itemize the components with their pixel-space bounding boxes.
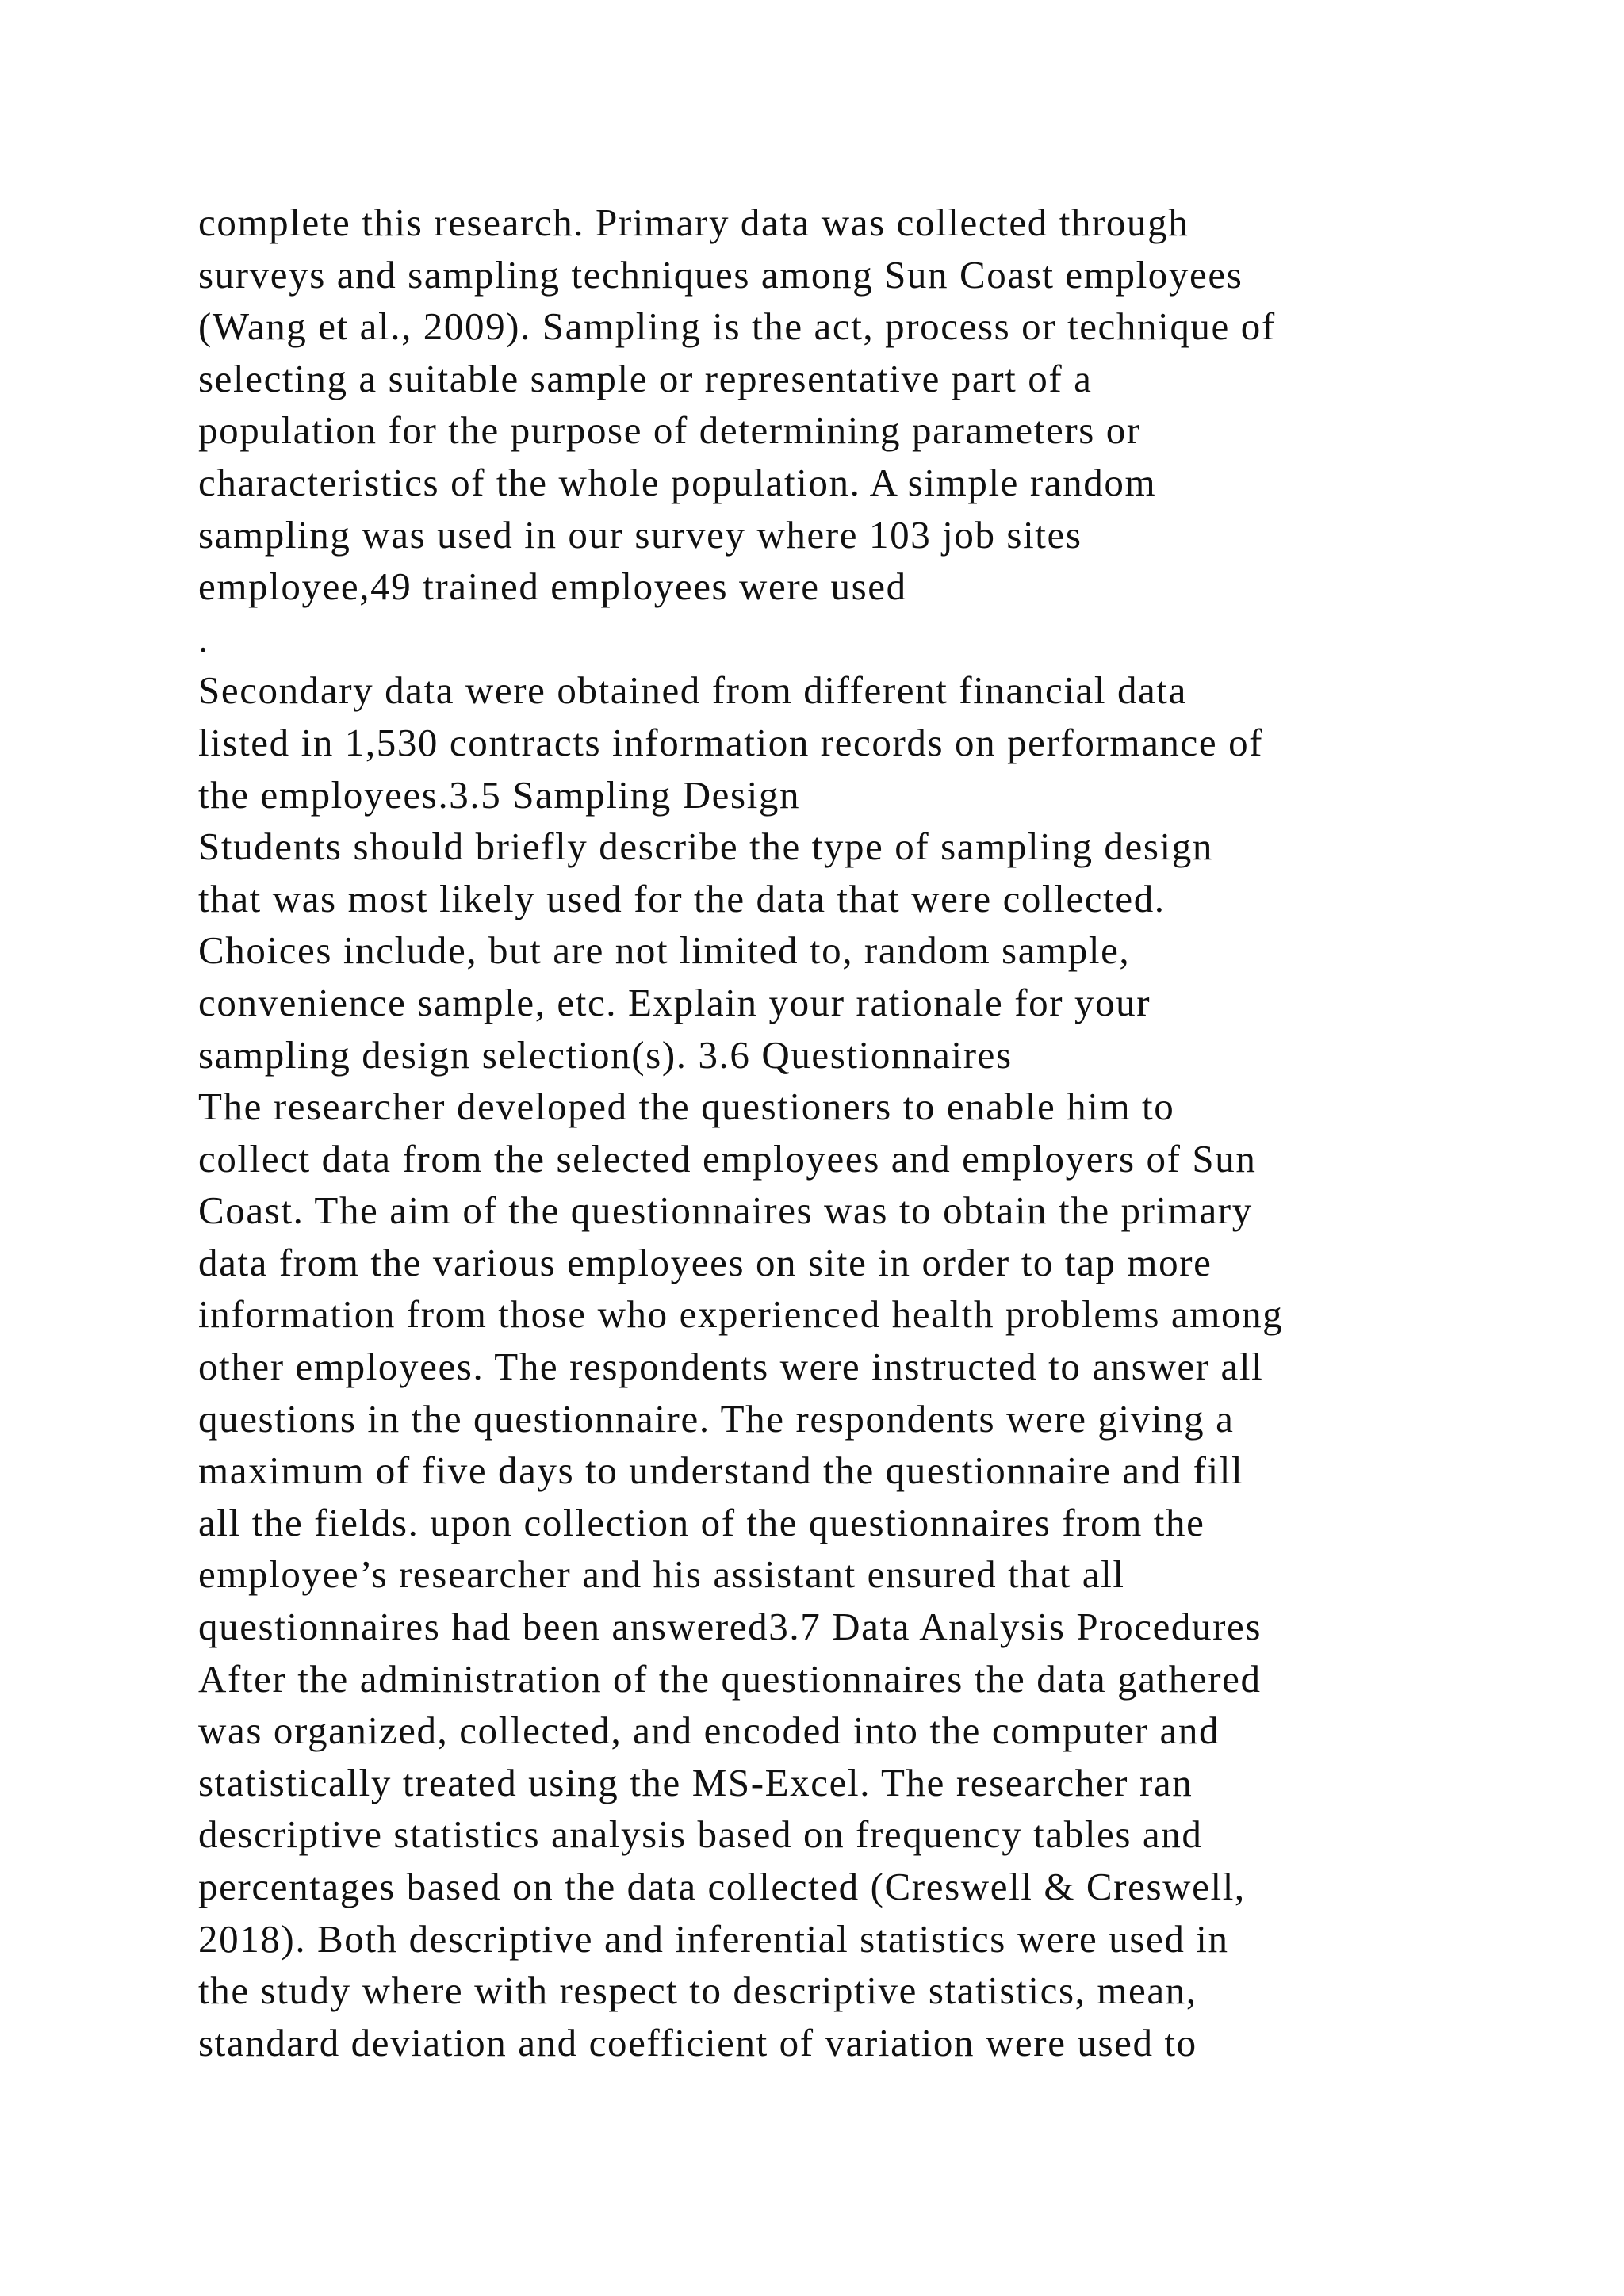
text-line: all the fields. upon collection of the questionnaires from the <box>198 1500 1205 1544</box>
text-line: surveys and sampling techniques among Sun Coast employees <box>198 252 1243 297</box>
text-line: Choices include, but are not limited to, random sample, <box>198 928 1131 973</box>
text-line: The researcher developed the questioners to enable him to <box>198 1085 1175 1129</box>
text-line: complete this research. Primary data was collected through <box>198 201 1189 244</box>
text-line: Students should briefly describe the type of sampling design <box>198 825 1213 869</box>
text-line: . <box>198 616 209 660</box>
text-line: statistically treated using the MS-Excel. The researcher ran <box>198 1760 1193 1804</box>
text-line: was organized, collected, and encoded into the computer and <box>198 1709 1220 1753</box>
text-line: sampling design selection(s). 3.6 Questionnaires <box>198 1032 1013 1077</box>
text-line: sampling was used in our survey where 103 job sites <box>198 512 1082 557</box>
text-line: Secondary data were obtained from different financial data <box>198 668 1187 713</box>
text-line: descriptive statistics analysis based on frequency tables and <box>198 1812 1203 1857</box>
text-line: the study where with respect to descriptive statistics, mean, <box>198 1969 1197 2013</box>
text-line: that was most likely used for the data that were collected. <box>198 876 1166 920</box>
text-line: questionnaires had been answered3.7 Data Analysis Procedures <box>198 1605 1262 1649</box>
text-line: employee’s researcher and his assistant ensured that all <box>198 1552 1125 1597</box>
text-line: information from those who experienced health problems among <box>198 1292 1284 1337</box>
text-line: percentages based on the data collected (Creswell & Creswell, <box>198 1865 1246 1908</box>
text-line: selecting a suitable sample or representative part of a <box>198 356 1093 400</box>
text-line: other employees. The respondents were instructed to answer all <box>198 1345 1264 1389</box>
text-line: collect data from the selected employees and employers of Sun <box>198 1136 1257 1181</box>
body-text <box>198 197 1515 2068</box>
text-line: 2018). Both descriptive and inferential statistics were used in <box>198 1916 1229 1961</box>
text-line: the employees.3.5 Sampling Design <box>198 772 801 817</box>
text-line: characteristics of the whole population. A simple random <box>198 460 1157 504</box>
text-line: employee,49 trained employees were used <box>198 564 907 609</box>
text-line: listed in 1,530 contracts information records on performance of <box>198 720 1264 764</box>
text-line: standard deviation and coefficient of variation were used to <box>198 2020 1197 2064</box>
text-line: convenience sample, etc. Explain your rationale for your <box>198 980 1151 1024</box>
text-line: questions in the questionnaire. The respondents were giving a <box>198 1396 1235 1441</box>
text-line: (Wang et al., 2009). Sampling is the act, process or technique of <box>198 304 1276 349</box>
text-line: Coast. The aim of the questionnaires was to obtain the primary <box>198 1188 1253 1233</box>
text-line: data from the various employees on site in order to tap more <box>198 1240 1212 1284</box>
text-line: After the administration of the questionnaires the data gathered <box>198 1656 1262 1701</box>
text-line: maximum of five days to understand the questionnaire and fill <box>198 1448 1244 1493</box>
text-line: population for the purpose of determining parameters or <box>198 408 1141 453</box>
